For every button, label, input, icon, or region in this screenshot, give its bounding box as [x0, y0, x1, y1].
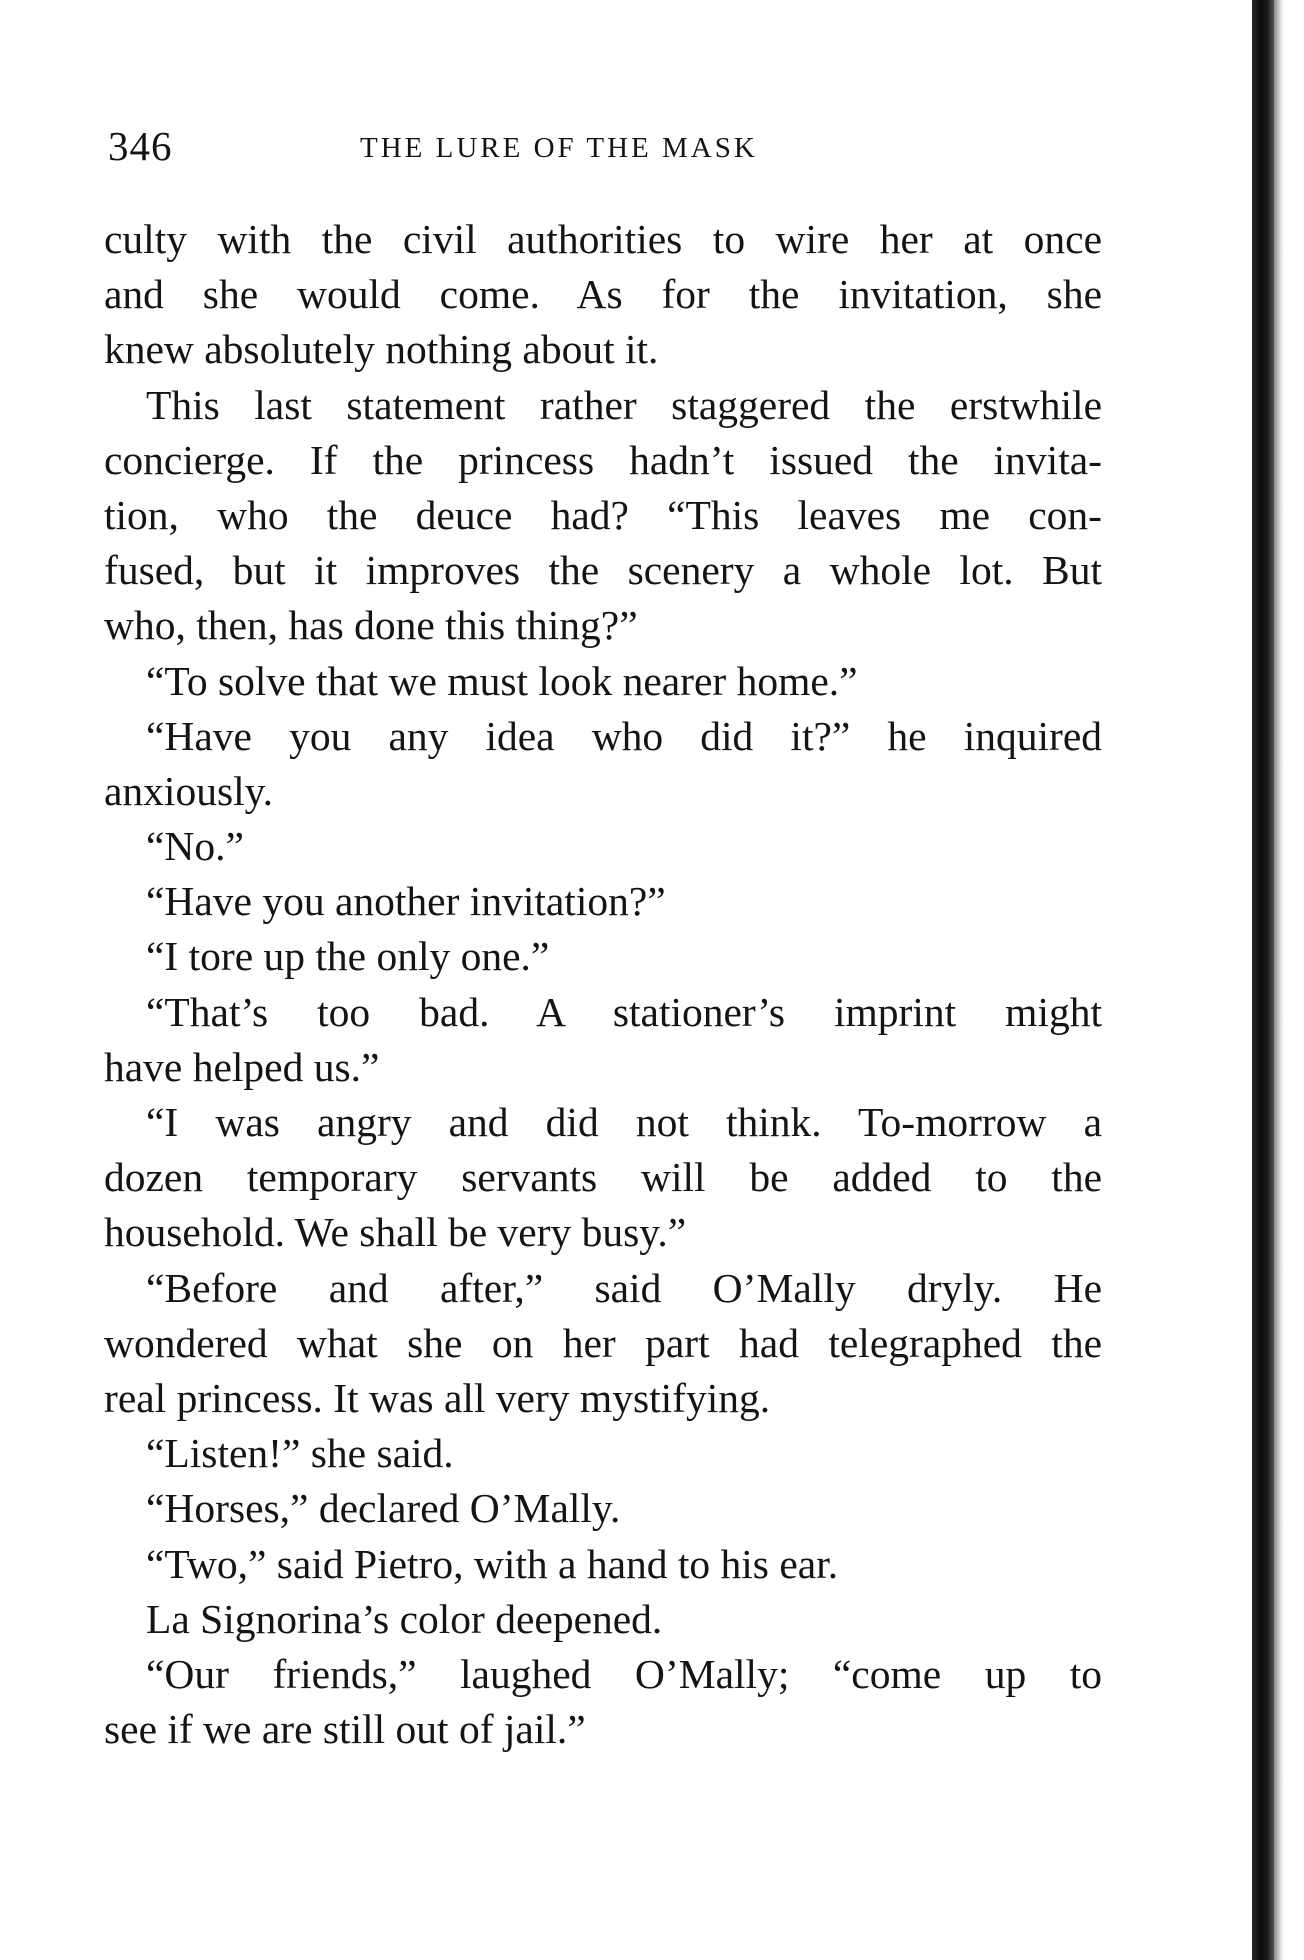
text-line: knew absolutely nothing about it.: [104, 326, 659, 373]
text-line: real princess. It was all very mystifying.: [104, 1374, 771, 1421]
text-line: La Signorina’s color deepened.: [146, 1595, 663, 1642]
text-line: who, then, has done this thing?”: [104, 602, 638, 649]
text-line: “Listen!” she said.: [146, 1430, 454, 1477]
text-line: have helped us.”: [104, 1043, 380, 1090]
text-line: tion, who the deuce had? “This leaves me con-: [104, 491, 1102, 538]
text-line: wondered what she on her part had telegraphed the: [104, 1319, 1102, 1366]
text-line: and she would come. As for the invitation, she: [104, 271, 1102, 318]
text-line: household. We shall be very busy.”: [104, 1209, 687, 1256]
book-spine: [1252, 0, 1274, 1960]
body-text: [104, 212, 1102, 1757]
text-line: “I was angry and did not think. To-morrow a: [146, 1099, 1102, 1145]
text-line: This last statement rather staggered the erstwhile: [146, 381, 1102, 428]
text-line: fused, but it improves the scenery a whole lot. But: [104, 547, 1102, 594]
text-line: “That’s too bad. A stationer’s imprint might: [146, 988, 1102, 1035]
text-line: “Have you any idea who did it?” he inquired: [146, 712, 1102, 759]
text-line: anxiously.: [104, 767, 274, 814]
text-line: “Two,” said Pietro, with a hand to his ear.: [146, 1540, 839, 1587]
page-header: [108, 122, 868, 170]
text-line: “Have you another invitation?”: [146, 878, 666, 925]
text-line: “Our friends,” laughed O’Mally; “come up to: [146, 1650, 1102, 1697]
text-line: concierge. If the princess hadn’t issued the invita-: [104, 436, 1102, 483]
text-line: “No.”: [146, 823, 244, 870]
text-line: see if we are still out of jail.”: [104, 1706, 586, 1753]
page-number: 346: [108, 123, 173, 169]
text-line: “To solve that we must look nearer home.”: [146, 657, 858, 704]
text-line: dozen temporary servants will be added to the: [104, 1154, 1102, 1201]
running-head: THE LURE OF THE MASK: [360, 132, 758, 164]
text-line: “Horses,” declared O’Mally.: [146, 1485, 621, 1532]
text-line: “Before and after,” said O’Mally dryly. He: [146, 1264, 1102, 1311]
text-line: “I tore up the only one.”: [146, 933, 550, 980]
text-line: culty with the civil authorities to wire her at once: [104, 216, 1102, 262]
page-edge-shadow: [1274, 0, 1284, 1960]
